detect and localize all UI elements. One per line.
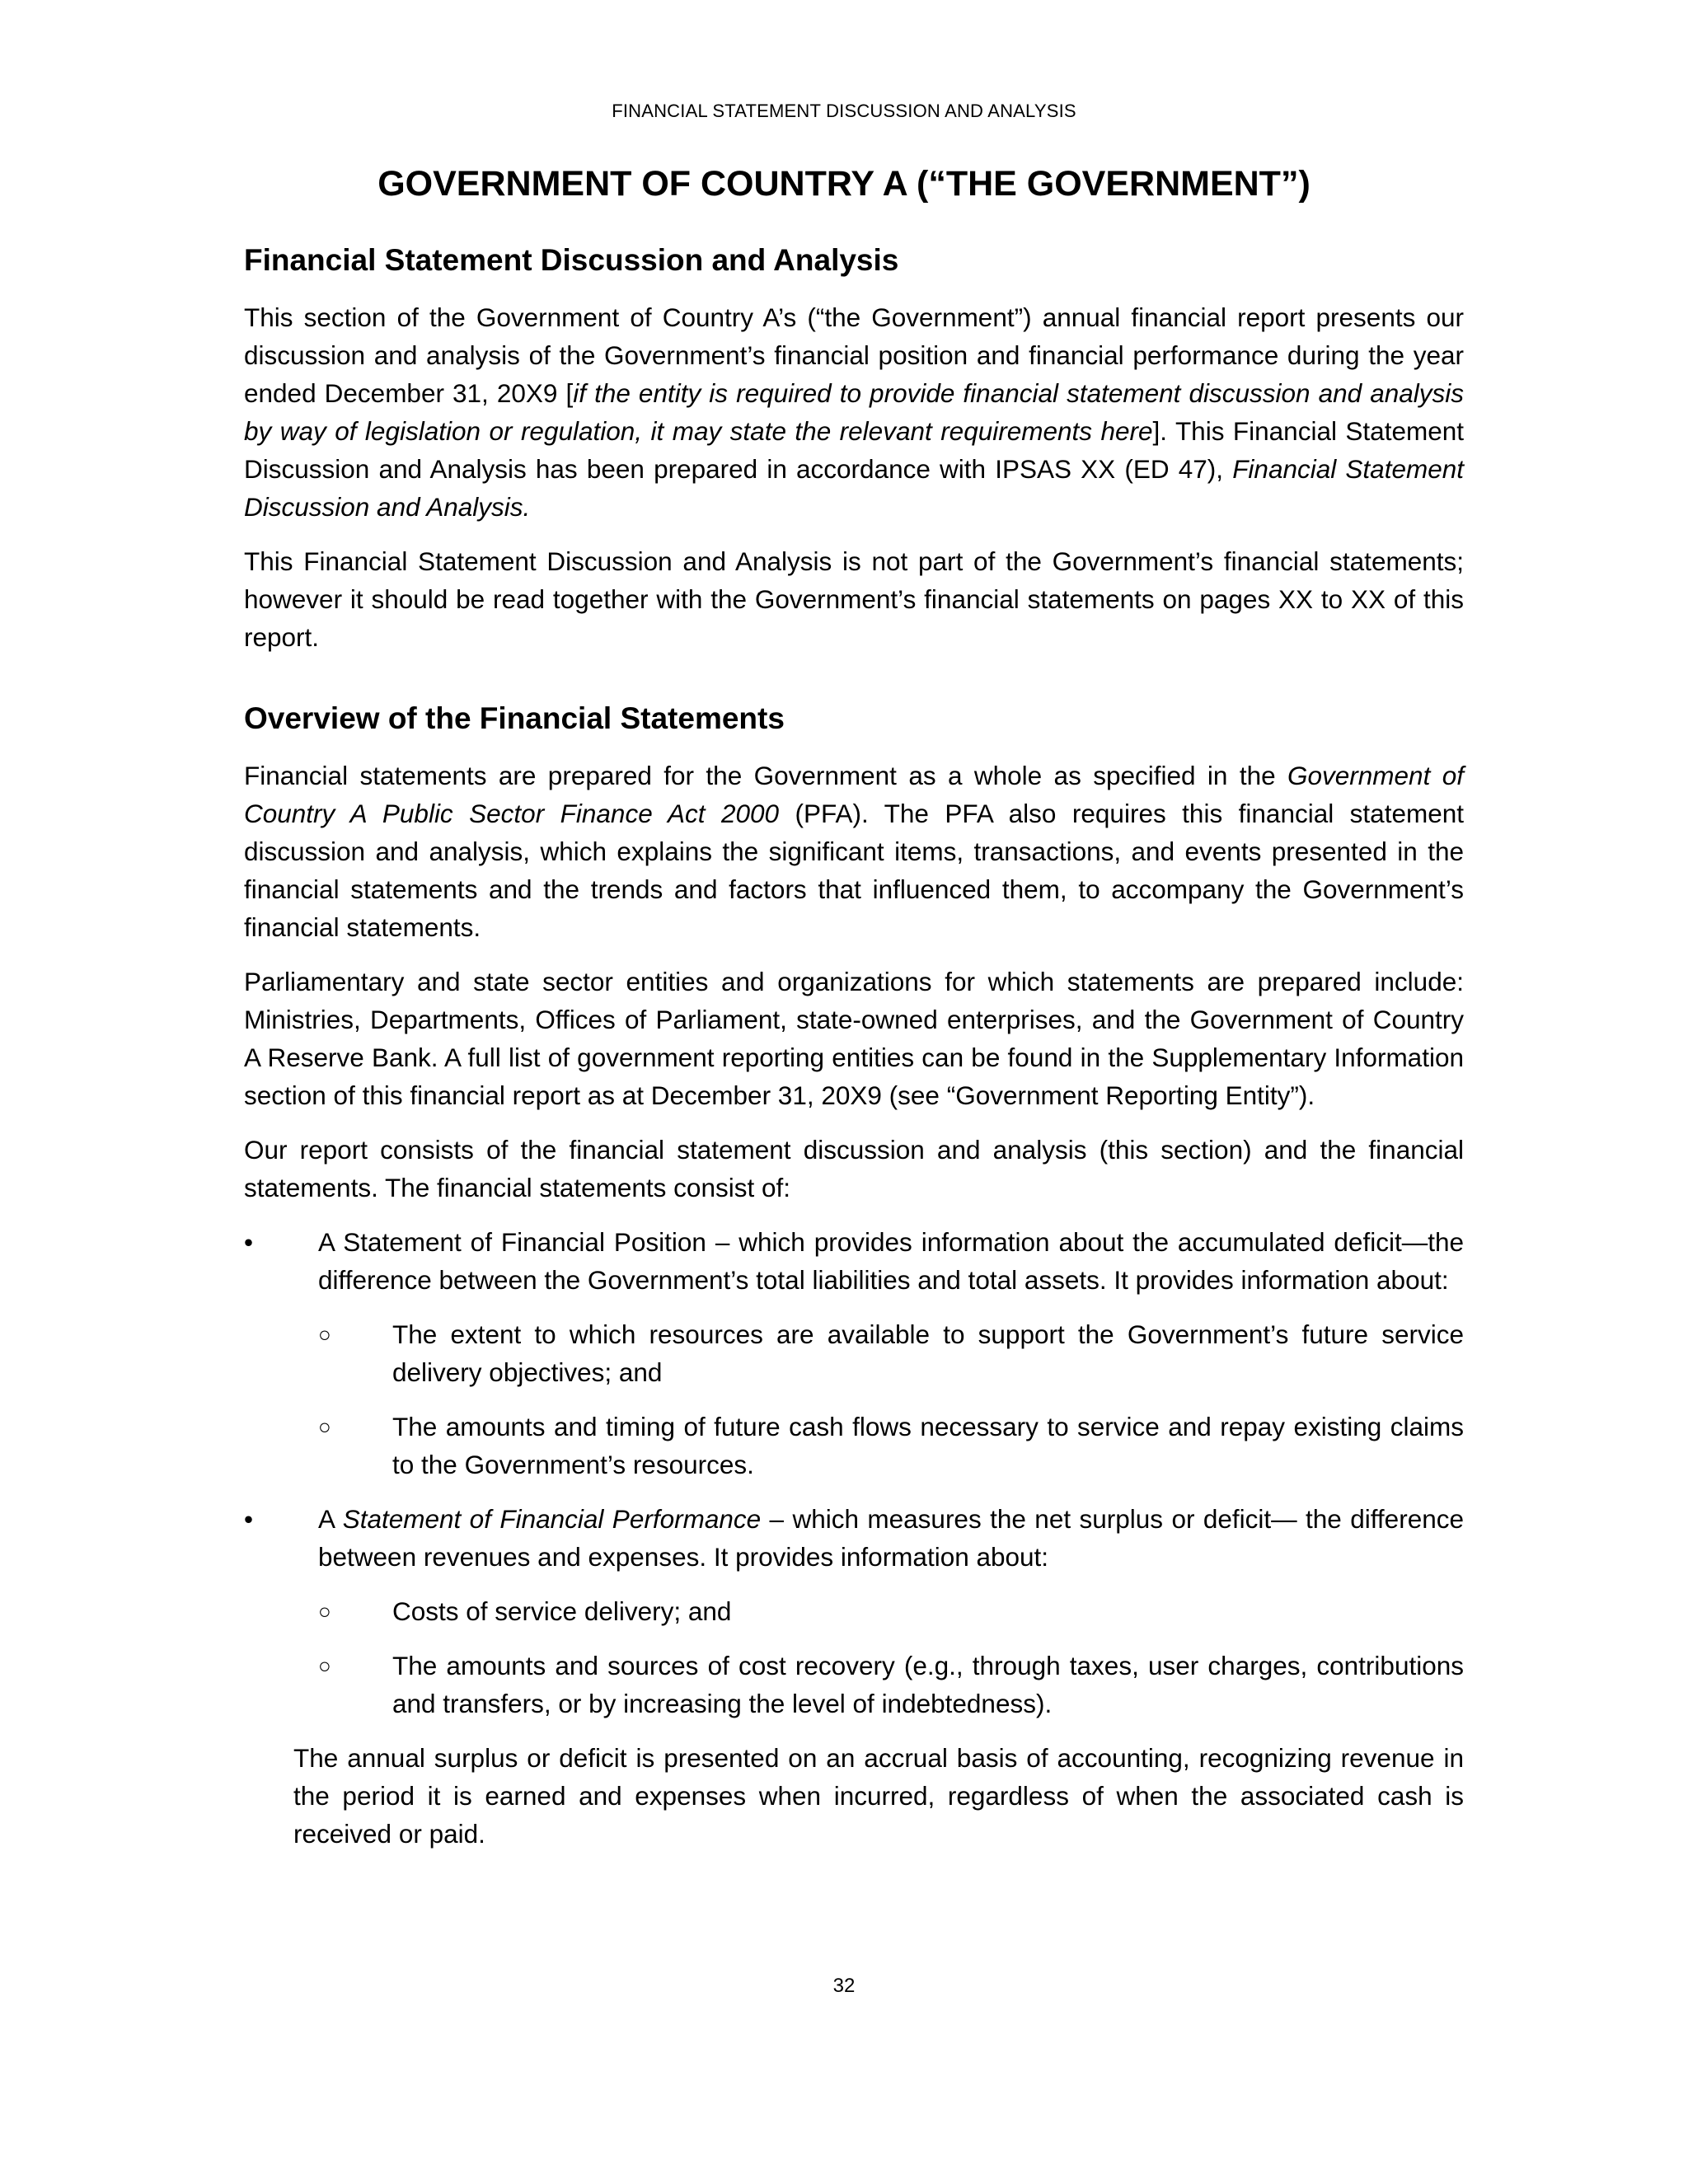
overview-paragraph [244,757,1464,946]
overview-italic-act: Government of Country A Public Sector Finance Act 2000 [244,761,1464,828]
sub-item-text: Costs of service delivery; and [392,1596,732,1626]
section-heading-overview: Overview of the Financial Statements [244,701,785,735]
sub-item-service-costs [318,1592,1464,1630]
list-item-text: A Statement of Financial Position – which provides information about the accumulated deficit—the difference between the Government’s total liabilities and total assets. It provides information about: [318,1227,1464,1295]
list-item-text-part2: – which measures the net surplus or deficit— the difference between revenues and expenses. It provides information about: [318,1504,1464,1572]
list-item-text-part1: A [318,1504,343,1534]
intro-italic-title: Financial Statement Discussion and Analysis. [244,454,1464,522]
overview-text-part1: Financial statements are prepared for the Government as a whole as specified in the [244,761,1287,790]
sub-item-cash-flows [318,1408,1464,1483]
intro-paragraph [244,298,1464,526]
intro-text-part2: ]. This Financial Statement Discussion and Analysis has been prepared in accordance with IPSAS XX (ED 47), [244,416,1465,484]
entities-paragraph: Parliamentary and state sector entities and organizations for which statements are prepared include: Ministries, Departments, Offices of Parliament, state-owned enterprises, and the Government of Country A Reserve Bank. A full list of government reporting entities can be found in the Supplementary Information section of this financial report as at December 31, 20X9 (see “Government Reporting Entity”). [244,967,1464,1110]
bullet-icon: • [244,1227,254,1257]
scope-paragraph: This Financial Statement Discussion and Analysis is not part of the Government’s financial statements; however it should be read together with the Government’s financial statements on pages XX to XX of this report. [244,546,1464,652]
running-header: FINANCIAL STATEMENT DISCUSSION AND ANALYSIS [612,101,1076,121]
document-title: GOVERNMENT OF COUNTRY A (“THE GOVERNMENT”) [377,164,1311,204]
page-number: 32 [832,1975,856,1997]
circle-bullet-icon: ○ [318,1599,331,1624]
circle-bullet-icon: ○ [318,1653,331,1678]
list-item-text [318,1500,1464,1576]
report-contents-paragraph: Our report consists of the financial statement discussion and analysis (this section) and the financial statements. The financial statements consist of: [244,1135,1464,1202]
section-heading-discussion: Financial Statement Discussion and Analysis [244,243,899,277]
accrual-basis-paragraph: The annual surplus or deficit is presented on an accrual basis of accounting, recognizing revenue in the period it is earned and expenses when incurred, regardless of when the associated cash is received or paid. [293,1743,1464,1849]
sub-item-text: The amounts and sources of cost recovery (e.g., through taxes, user charges, contributions and transfers, or by increasing the level of indebtedness). [392,1651,1464,1718]
list-item-financial-position [244,1223,1464,1299]
overview-text-part2: (PFA). The PFA also requires this financial statement discussion and analysis, which explains the significant items, transactions, and events presented in the financial statements and the trends and factors that influenced them, to accompany the Government’s financial statements. [244,799,1465,942]
circle-bullet-icon: ○ [318,1414,331,1439]
intro-italic-note: if the entity is required to provide financial statement discussion and analysis by way of legislation or regulation, it may state the relevant requirements here [244,378,1465,446]
list-item-financial-performance [244,1500,1464,1576]
sub-item-cost-recovery [318,1647,1464,1722]
circle-bullet-icon: ○ [318,1322,331,1347]
sub-item-text: The extent to which resources are available to support the Government’s future service delivery objectives; and [392,1319,1464,1387]
sub-item-text: The amounts and timing of future cash flows necessary to service and repay existing claims to the Government’s resources. [392,1412,1464,1479]
document-body [244,241,1464,1869]
list-item-italic-title: Statement of Financial Performance [342,1504,762,1534]
bullet-icon: • [244,1504,254,1534]
sub-item-resources [318,1315,1464,1391]
intro-text-part1: This section of the Government of Country A’s (“the Government”) annual financial report presents our discussion and analysis of the Government’s financial position and financial performance during the year ended December 31, 20X9 [ [244,302,1464,408]
